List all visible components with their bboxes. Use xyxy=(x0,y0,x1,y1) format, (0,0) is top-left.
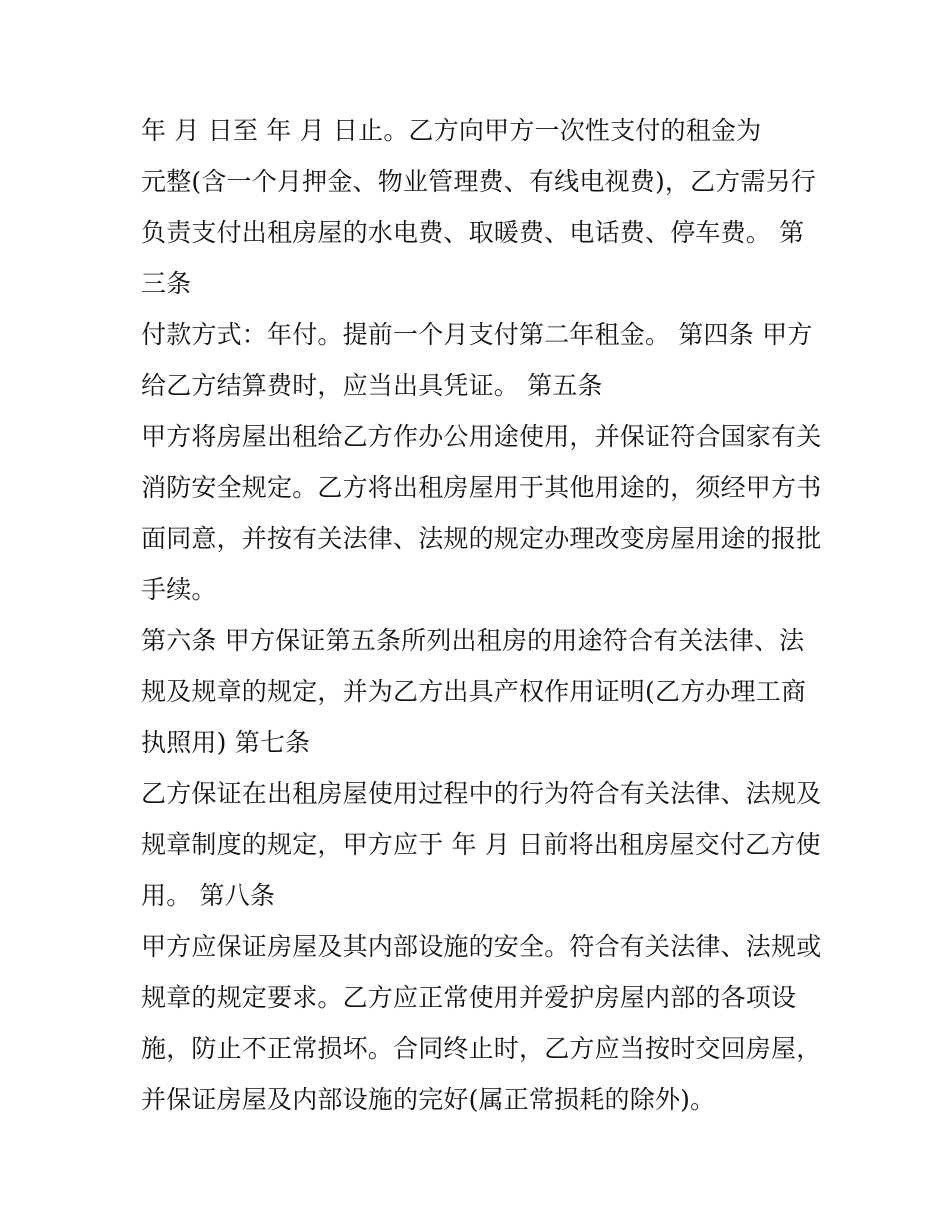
text-line-2: 元整(含一个月押金、物业管理费、有线电视费)，乙方需另行 xyxy=(141,167,817,196)
text-line-16: 用。 第八条 xyxy=(141,881,276,910)
text-line-17: 甲方应保证房屋及其内部设施的安全。符合有关法律、法规或 xyxy=(141,932,822,961)
text-line-7: 甲方将房屋出租给乙方作办公用途使用，并保证符合国家有关 xyxy=(141,422,822,451)
text-line-18: 规章的规定要求。乙方应正常使用并爱护房屋内部的各项设 xyxy=(141,983,797,1012)
text-line-9: 面同意，并按有关法律、法规的规定办理改变房屋用途的报批 xyxy=(141,524,822,553)
text-line-6: 给乙方结算费时，应当出具凭证。 第五条 xyxy=(141,371,603,400)
text-line-4: 三条 xyxy=(141,269,192,298)
text-line-8: 消防安全规定。乙方将出租房屋用于其他用途的，须经甲方书 xyxy=(141,473,822,502)
text-line-19: 施，防止不正常损坏。合同终止时，乙方应当按时交回房屋， xyxy=(141,1034,822,1063)
text-line-11: 第六条 甲方保证第五条所列出租房的用途符合有关法律、法 xyxy=(141,626,805,655)
text-line-3: 负责支付出租房屋的水电费、取暖费、电话费、停车费。 第 xyxy=(141,218,805,247)
text-line-10: 手续。 xyxy=(141,575,217,604)
text-line-13: 执照用) 第七条 xyxy=(141,728,311,757)
document-body xyxy=(141,105,821,1125)
text-line-1: 年 月 日至 年 月 日止。乙方向甲方一次性支付的租金为 xyxy=(141,116,762,145)
text-line-14: 乙方保证在出租房屋使用过程中的行为符合有关法律、法规及 xyxy=(141,779,822,808)
text-line-5: 付款方式：年付。提前一个月支付第二年租金。 第四条 甲方 xyxy=(141,320,813,349)
text-line-15: 规章制度的规定，甲方应于 年 月 日前将出租房屋交付乙方使 xyxy=(141,830,821,859)
text-line-20: 并保证房屋及内部设施的完好(属正常损耗的除外)。 xyxy=(141,1085,716,1114)
text-line-12: 规及规章的规定，并为乙方出具产权作用证明(乙方办理工商 xyxy=(141,677,807,706)
